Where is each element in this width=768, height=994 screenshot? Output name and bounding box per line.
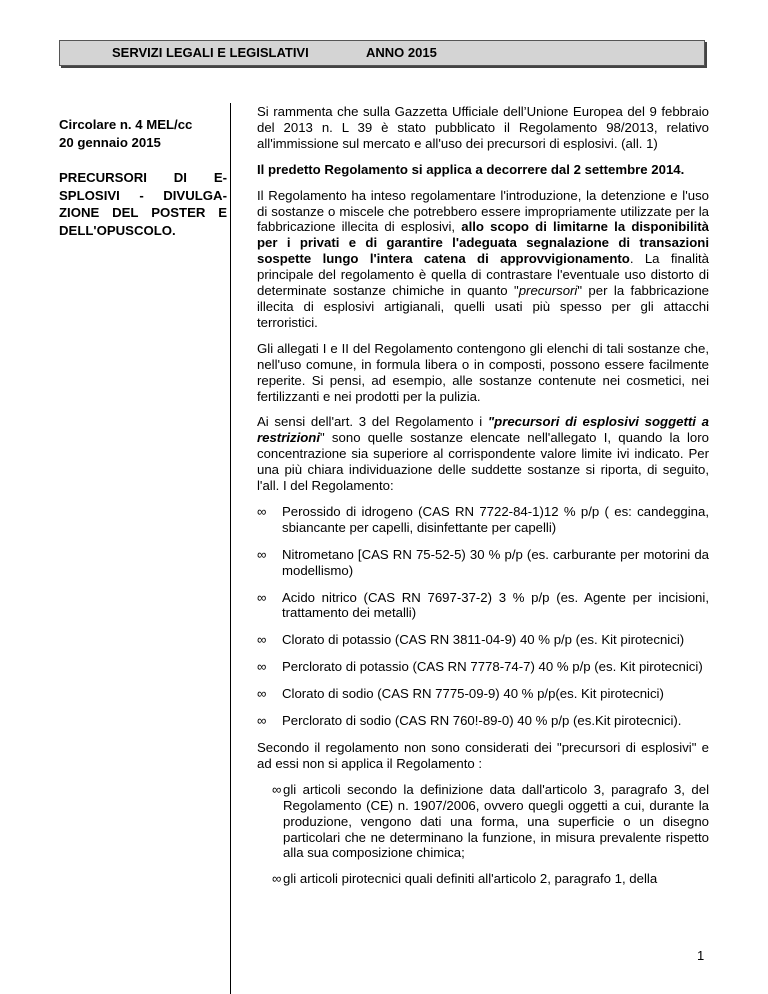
header-section: SERVIZI LEGALI E LEGISLATIVI (112, 45, 309, 60)
sidebar-meta (59, 116, 227, 239)
paragraph-annexes: Gli allegati I e II del Regolamento contengono gli elenchi di tali sostanze che, nell'uso comune, in formula libera o in composti, possono essere facilmente reperite. Si pensi, ad esempio, alle sostanze contenute nei cosmetici, nei fertilizzanti e nei prodotti per la pulizia. (257, 340, 709, 404)
list-item: ∞ Clorato di potassio (CAS RN 3811-04-9) 40 % p/p (es. Kit pirotecnici) (257, 632, 685, 648)
paragraph-effective-date: Il predetto Regolamento si applica a decorrere dal 2 settembre 2014. (257, 161, 685, 177)
subject-title (59, 169, 227, 239)
page-number: 1 (697, 948, 705, 963)
bullet-icon: ∞ (257, 713, 267, 729)
circular-date: 20 gennaio 2015 (59, 134, 161, 150)
list-item: ∞ Nitrometano [CAS RN 75-52-5) 30 % p/p (es. carburante per motorini da modellismo) (257, 546, 709, 578)
list-item: ∞ Acido nitrico (CAS RN 7697-37-2) 3 % p/p (es. Agente per incisioni, trattamento dei metalli) (257, 589, 709, 621)
list-item: ∞ Perossido di idrogeno (CAS RN 7722-84-1)12 % p/p ( es: candeggina, sbiancante per capelli, disinfettante per capelli) (257, 503, 709, 535)
bullet-icon: ∞ (257, 632, 267, 648)
column-divider (230, 103, 231, 994)
bullet-icon: ∞ (257, 503, 267, 519)
list-item: ∞ Perclorato di potassio (CAS RN 7778-74-7) 40 % p/p (es. Kit pirotecnici) (257, 659, 703, 675)
bullet-icon: ∞ (257, 589, 267, 605)
header-year: ANNO 2015 (366, 45, 437, 60)
list-item: ∞ Perclorato di sodio (CAS RN 760!-89-0) 40 % p/p (es.Kit pirotecnici). (257, 713, 682, 729)
exclusion-item: ∞ gli articoli secondo la definizione data dall'articolo 3, paragrafo 3, del Regolamento (CE) n. 1907/2006, ovvero quegli oggetti a cui, durante la produzione, vengono dati una forma, una superficie o un disegno particolari che ne determinano la funzione, in misura prevalente rispetto alla sua composizione chimica; (272, 781, 709, 861)
substance-list (257, 504, 709, 729)
bullet-icon: ∞ (272, 781, 282, 797)
bullet-icon: ∞ (257, 659, 267, 675)
paragraph-purpose: Il Regolamento ha inteso regolamentare l'introduzione, la detenzione e l'uso di sostanze o miscele che potrebbero essere impropriamente utilizzate per la fabbricazione illecita di esplosivi, allo scopo di limitarne la disponibilità per i privati e di garantire l'adeguata segnalazione di transazioni sospette lungo l'intera catena di approvvigionamento. La finalità principale del regolamento è quella di contrastare l'eventuale uso distorto di determinate sostanze chimiche in quanto "precursori" per la fabbricazione illecita di esplosivi artigianali, quelli usati più spesso per gli attacchi terroristici. (257, 187, 710, 330)
exclusion-item: ∞ gli articoli pirotecnici quali definiti all'articolo 2, paragrafo 1, della (272, 871, 658, 887)
subject-line: ZIONE DEL POSTER E (59, 205, 227, 220)
paragraph-exclusions-intro: Secondo il regolamento non sono considerati dei "precursori di esplosivi" e ad essi non si applica il Regolamento : (257, 740, 709, 771)
subject-line: DELL'OPUSCOLO. (59, 222, 176, 238)
paragraph-definition: Ai sensi dell'art. 3 del Regolamento i "precursori di esplosivi soggetti a restrizioni" sono quelle sostanze elencate nell'allegato I, quando la loro concentrazione sia superiore al corrispondente valore limite ivi indicato. Per una più chiara individuazione delle suddette sostanze si riporta, di seguito, l'all. I del Regolamento: (257, 414, 709, 494)
circular-number: Circolare n. 4 MEL/cc (59, 117, 193, 132)
subject-line: SPLOSIVI - DIVULGA- (59, 187, 227, 203)
header-bar (59, 40, 705, 66)
subject-line: PRECURSORI DI E- (59, 170, 227, 185)
body-text (257, 104, 709, 897)
list-item: ∞ Clorato di sodio (CAS RN 7775-09-9) 40 % p/p(es. Kit pirotecnici) (257, 686, 664, 702)
paragraph-intro: Si rammenta che sulla Gazzetta Ufficiale dell’Unione Europea del 9 febbraio del 2013 n. L 39 è stato pubblicato il Regolamento 98/2013, relativo all'immissione sul mercato e all'uso dei precursori di esplosivi. (all. 1) (257, 104, 709, 151)
bullet-icon: ∞ (257, 546, 267, 562)
bullet-icon: ∞ (272, 871, 282, 887)
bullet-icon: ∞ (257, 686, 267, 702)
